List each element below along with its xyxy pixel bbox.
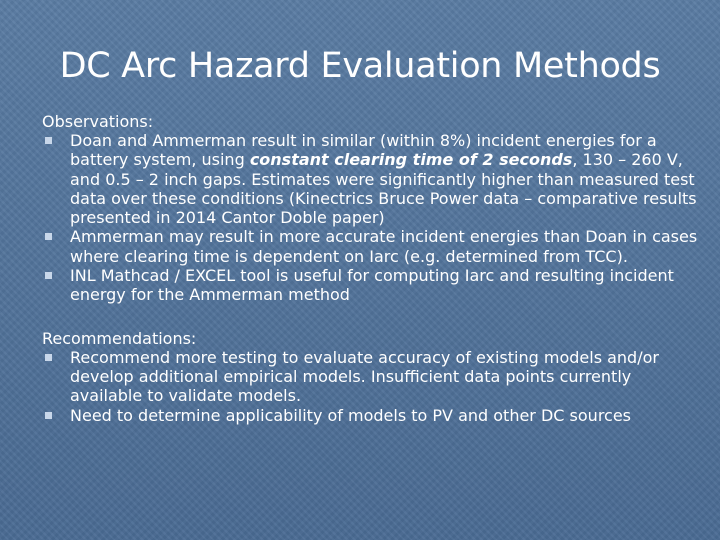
square-bullet-icon — [45, 233, 52, 240]
square-bullet-icon — [45, 354, 52, 361]
slide-title: DC Arc Hazard Evaluation Methods — [59, 46, 661, 86]
slide-body — [42, 112, 702, 425]
list-item-text: , 130 – 260 V, and 0.5 – 2 inch gaps. Estimates were significantly higher than measured test data over these conditions (Kinectrics Bruce Power data – comparative results presented in 2014 Cantor Doble paper) — [70, 150, 697, 228]
list-item — [42, 131, 702, 227]
recommendations-heading: Recommendations: — [42, 328, 197, 348]
square-bullet-icon — [45, 412, 52, 419]
observations-heading: Observations: — [42, 112, 154, 131]
square-bullet-icon — [45, 272, 52, 279]
observations-list — [42, 131, 702, 305]
recommendations-list — [42, 348, 702, 425]
emphasis-text: constant clearing time of 2 seconds — [249, 150, 573, 170]
list-item-text: INL Mathcad / EXCEL tool is useful for computing Iarc and resulting incident energy for the Ammerman method — [70, 266, 674, 305]
list-item-text: Doan and Ammerman result in similar (within 8%) incident energies for a battery system, using — [70, 131, 657, 170]
list-item — [42, 227, 702, 266]
list-item-text: Recommend more testing to evaluate accuracy of existing models and/or develop additional empirical models. Insufficient data points currently available to validate models. — [70, 347, 659, 406]
list-item-text: Need to determine applicability of models to PV and other DC sources — [70, 405, 632, 425]
list-item — [42, 406, 702, 425]
list-item-text: Ammerman may result in more accurate incident energies than Doan in cases where clearing time is dependent on Iarc (e.g. determined from TCC). — [70, 227, 698, 266]
list-item — [42, 266, 702, 305]
square-bullet-icon — [45, 137, 52, 144]
list-item — [42, 348, 702, 406]
section-spacer — [42, 305, 702, 329]
